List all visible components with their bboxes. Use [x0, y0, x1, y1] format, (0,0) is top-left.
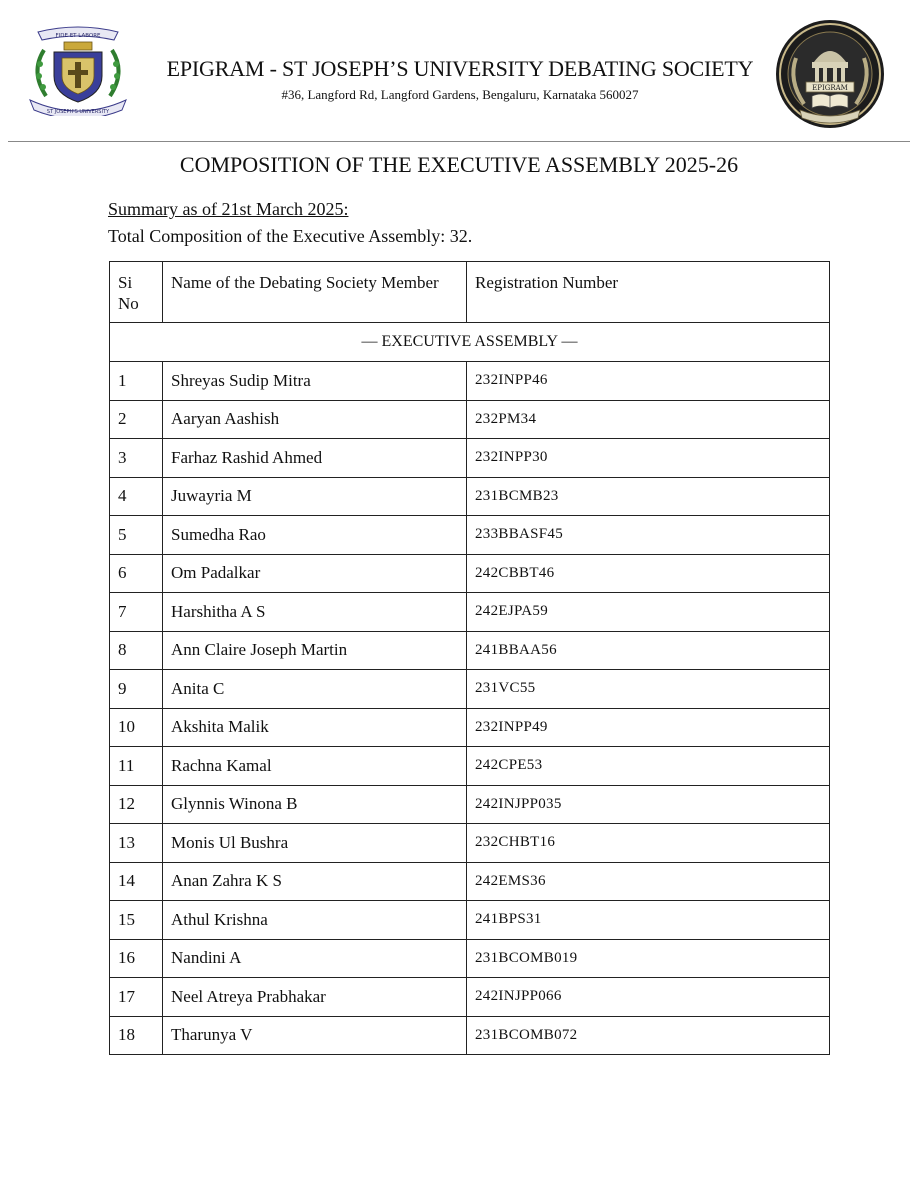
cell-registration-number: 232INPP30 [467, 439, 830, 478]
emblem-banner-text: EPIGRAM [812, 84, 848, 92]
cell-si-no: 12 [110, 785, 163, 824]
table-row [110, 400, 830, 439]
cell-registration-number: 233BBASF45 [467, 516, 830, 555]
cell-member-name: Anan Zahra K S [163, 862, 467, 901]
cell-registration-number: 232CHBT16 [467, 824, 830, 863]
cell-member-name: Sumedha Rao [163, 516, 467, 555]
cell-si-no: 3 [110, 439, 163, 478]
cell-si-no: 8 [110, 631, 163, 670]
summary-heading: Summary as of 21st March 2025: [108, 199, 349, 219]
cell-si-no: 17 [110, 978, 163, 1017]
cell-si-no: 14 [110, 862, 163, 901]
cell-member-name: Farhaz Rashid Ahmed [163, 439, 467, 478]
cell-registration-number: 231BCOMB072 [467, 1016, 830, 1055]
section-label: — EXECUTIVE ASSEMBLY — [110, 323, 830, 362]
cell-registration-number: 232INPP46 [467, 362, 830, 401]
cell-registration-number: 241BBAA56 [467, 631, 830, 670]
cell-member-name: Monis Ul Bushra [163, 824, 467, 863]
cell-si-no: 10 [110, 708, 163, 747]
table-body [110, 323, 830, 1055]
crest-ring-text: ST JOSEPH'S UNIVERSITY [46, 109, 110, 115]
table-row [110, 516, 830, 555]
cell-member-name: Rachna Kamal [163, 747, 467, 786]
cell-member-name: Athul Krishna [163, 901, 467, 940]
cell-member-name: Nandini A [163, 939, 467, 978]
table-row [110, 670, 830, 709]
cell-si-no: 7 [110, 593, 163, 632]
cell-registration-number: 242EMS36 [467, 862, 830, 901]
cell-member-name: Om Padalkar [163, 554, 467, 593]
header-registration-number: Registration Number [467, 262, 830, 323]
table-row [110, 901, 830, 940]
cell-member-name: Akshita Malik [163, 708, 467, 747]
table-header-row [110, 262, 830, 323]
table-row [110, 708, 830, 747]
cell-member-name: Shreyas Sudip Mitra [163, 362, 467, 401]
organization-address: #36, Langford Rd, Langford Gardens, Bengaluru, Karnataka 560027 [281, 87, 639, 102]
table-row [110, 554, 830, 593]
cell-registration-number: 231VC55 [467, 670, 830, 709]
table-row [110, 439, 830, 478]
table-row [110, 824, 830, 863]
cell-member-name: Harshitha A S [163, 593, 467, 632]
cell-registration-number: 242INJPP066 [467, 978, 830, 1017]
cell-registration-number: 242EJPA59 [467, 593, 830, 632]
cell-registration-number: 232INPP49 [467, 708, 830, 747]
cell-si-no: 15 [110, 901, 163, 940]
table-row [110, 477, 830, 516]
table-row [110, 939, 830, 978]
organization-title: EPIGRAM - ST JOSEPH’S UNIVERSITY DEBATING SOCIETY [166, 56, 754, 81]
university-crest-icon [24, 24, 132, 116]
cell-member-name: Aaryan Aashish [163, 400, 467, 439]
epigram-emblem-icon [774, 18, 886, 130]
header-member-name: Name of the Debating Society Member [163, 262, 467, 323]
section-row [110, 323, 830, 362]
cell-registration-number: 242CPE53 [467, 747, 830, 786]
table-row [110, 785, 830, 824]
cell-member-name: Juwayria M [163, 477, 467, 516]
table-row [110, 593, 830, 632]
cell-registration-number: 231BCOMB019 [467, 939, 830, 978]
cell-si-no: 13 [110, 824, 163, 863]
cell-registration-number: 232PM34 [467, 400, 830, 439]
cell-si-no: 18 [110, 1016, 163, 1055]
table-row [110, 862, 830, 901]
summary-total: Total Composition of the Executive Assembly: 32. [108, 226, 473, 246]
table-row [110, 362, 830, 401]
cell-si-no: 2 [110, 400, 163, 439]
cell-member-name: Ann Claire Joseph Martin [163, 631, 467, 670]
document-title: COMPOSITION OF THE EXECUTIVE ASSEMBLY 2025-26 [179, 152, 739, 177]
cell-member-name: Neel Atreya Prabhakar [163, 978, 467, 1017]
header-divider [8, 141, 910, 142]
cell-member-name: Tharunya V [163, 1016, 467, 1055]
cell-registration-number: 231BCMB23 [467, 477, 830, 516]
cell-si-no: 11 [110, 747, 163, 786]
cell-member-name: Glynnis Winona B [163, 785, 467, 824]
cell-si-no: 16 [110, 939, 163, 978]
header-si-no: Si No [110, 262, 163, 323]
cell-si-no: 4 [110, 477, 163, 516]
cell-registration-number: 242INJPP035 [467, 785, 830, 824]
cell-si-no: 5 [110, 516, 163, 555]
table-row [110, 1016, 830, 1055]
cell-si-no: 6 [110, 554, 163, 593]
cell-registration-number: 242CBBT46 [467, 554, 830, 593]
table-row [110, 631, 830, 670]
cell-si-no: 1 [110, 362, 163, 401]
table-row [110, 978, 830, 1017]
epigram-emblem-logo [774, 18, 886, 130]
university-crest-logo [24, 24, 132, 116]
cell-si-no: 9 [110, 670, 163, 709]
crest-motto: FIDE ET LABORE [55, 33, 101, 39]
table-row [110, 747, 830, 786]
members-table [109, 261, 830, 1055]
cell-member-name: Anita C [163, 670, 467, 709]
cell-registration-number: 241BPS31 [467, 901, 830, 940]
